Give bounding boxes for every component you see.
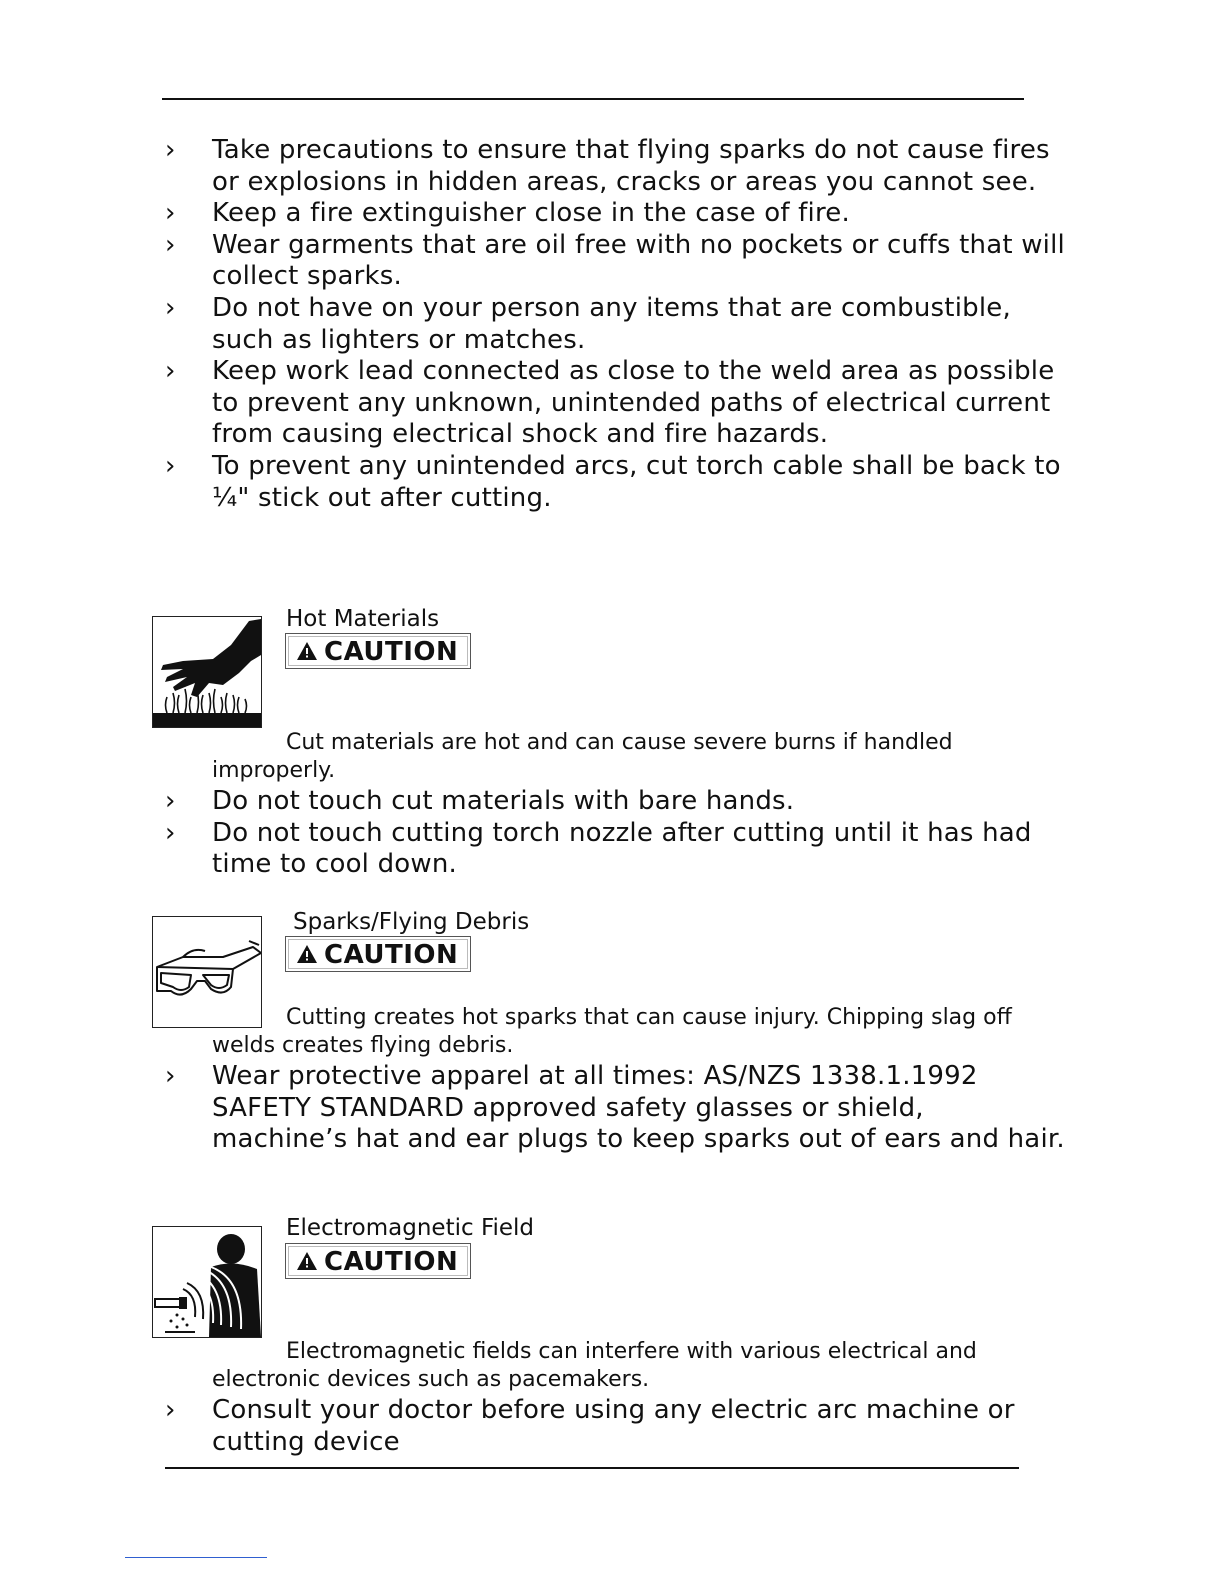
intro-bullet-list <box>165 135 1065 514</box>
chevron-right-icon: › <box>165 1395 176 1425</box>
top-rule <box>162 98 1024 100</box>
chevron-right-icon: › <box>165 817 176 848</box>
list-item: › To prevent any unintended arcs, cut torch cable shall be back to ¼" stick out after cutting. <box>165 450 1061 513</box>
sparks-bullet-list <box>165 1061 1065 1156</box>
warning-icon <box>296 944 318 964</box>
chevron-right-icon: › <box>165 786 176 816</box>
list-item: › Wear garments that are oil free with no pockets or cuffs that will collect sparks. <box>165 229 1065 292</box>
caution-badge: CAUTION <box>285 633 471 669</box>
chevron-right-icon: › <box>165 356 176 387</box>
list-item: › Do not have on your person any items that are combustible, such as lighters or matches. <box>165 292 1011 355</box>
section-title-electromagnetic-field: Electromagnetic Field <box>286 1215 535 1241</box>
bottom-rule <box>165 1467 1019 1469</box>
section-description: Electromagnetic fields can interfere with various electrical and electronic devices such as pacemakers. <box>212 1339 977 1392</box>
chevron-right-icon: › <box>165 229 176 260</box>
list-item: › Consult your doctor before using any electric arc machine or cutting device <box>165 1395 1015 1457</box>
electromagnetic-field-icon <box>152 1226 262 1338</box>
section-title-hot-materials: Hot Materials <box>286 606 440 632</box>
electromagnetic-bullet-list <box>165 1395 1065 1458</box>
section-title-sparks: Sparks/Flying Debris <box>293 909 530 935</box>
footer-link-underline <box>125 1557 267 1558</box>
list-item: › Wear protective apparel at all times: AS/NZS 1338.1.1992 SAFETY STANDARD approved safety glasses or shield, machine’s hat and ear plugs to keep sparks out of ears and hair. <box>165 1061 1065 1155</box>
section-description: Cut materials are hot and can cause severe burns if handled improperly. <box>212 730 953 783</box>
warning-icon <box>296 1251 318 1271</box>
caution-badge: CAUTION <box>285 1243 471 1279</box>
chevron-right-icon: › <box>165 135 176 165</box>
chevron-right-icon: › <box>165 198 176 229</box>
section-description: Cutting creates hot sparks that can cause injury. Chipping slag off welds creates flying debris. <box>212 1005 1012 1058</box>
list-item: › Keep a fire extinguisher close in the case of fire. <box>165 198 850 229</box>
caution-badge: CAUTION <box>285 936 471 972</box>
chevron-right-icon: › <box>165 1061 176 1091</box>
chevron-right-icon: › <box>165 292 176 323</box>
list-item: › Keep work lead connected as close to the weld area as possible to prevent any unknown, unintended paths of electrical current from causing electrical shock and fire hazards. <box>165 356 1055 450</box>
list-item: › Do not touch cutting torch nozzle after cutting until it has had time to cool down. <box>165 817 1032 880</box>
list-item: › Take precautions to ensure that flying sparks do not cause fires or explosions in hidden areas, cracks or areas you cannot see. <box>165 135 1050 197</box>
chevron-right-icon: › <box>165 450 176 481</box>
list-item: › Do not touch cut materials with bare hands. <box>165 786 795 816</box>
warning-icon <box>296 641 318 661</box>
hot-materials-bullet-list <box>165 786 1065 881</box>
hot-materials-icon <box>152 616 262 728</box>
